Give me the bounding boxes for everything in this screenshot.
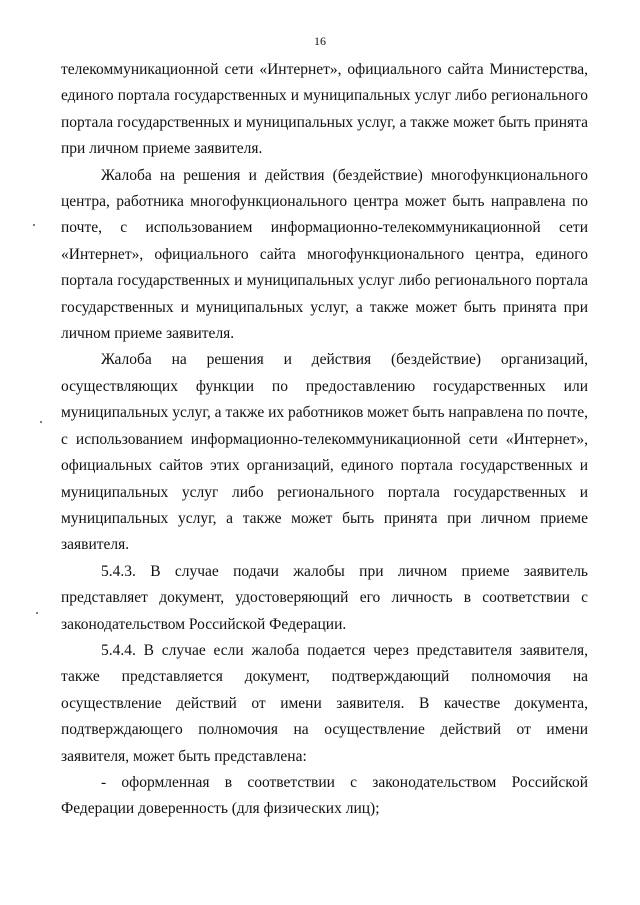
paragraph-5-4-4: 5.4.4. В случае если жалоба подается через представителя заявителя, также представляется документ, подтверждающий полномочия на осуществление действий от имени заявителя. В качестве документа, подтверждающего полномочия на осуществление действий от имени заявителя, может быть представлена: xyxy=(61,641,588,765)
paragraph-5-4-3: 5.4.3. В случае подачи жалобы при личном приеме заявитель представляет документ, удостоверяющий его личность в соответствии с законодательством Российской Федерации. xyxy=(61,562,588,633)
body-text xyxy=(61,57,588,823)
list-item-power-of-attorney: - оформленная в соответствии с законодательством Российской Федерации доверенность (для физических лиц); xyxy=(61,773,588,818)
paragraph-organizations-complaint: Жалоба на решения и действия (бездействие) организаций, осуществляющих функции по предоставлению государственных или муниципальных услуг, а также их работников может быть направлена по почте, с использованием информационно-телекоммуникационной сети «Интернет», официальных сайтов этих организаций, единого портала государственных и муниципальных услуг либо регионального портала государственных и муниципальных услуг, а также может быть принята при личном приеме заявителя. xyxy=(61,351,588,554)
paragraph-continuation: телекоммуникационной сети «Интернет», официального сайта Министерства, единого портала государственных и муниципальных услуг либо регионального портала государственных и муниципальных услуг, а также может быть принята при личном приеме заявителя. xyxy=(61,61,588,158)
scan-speck xyxy=(36,612,38,614)
page-number: 16 xyxy=(314,34,326,48)
scan-speck xyxy=(40,421,42,423)
scan-speck xyxy=(33,224,35,226)
paragraph-mfc-complaint: Жалоба на решения и действия (бездействие) многофункционального центра, работника многофункционального центра может быть направлена по почте, с использованием информационно-телекоммуникационной сети «Интернет», официального сайта многофункционального центра, единого портала государственных и муниципальных услуг либо регионального портала государственных и муниципальных услуг, а также может быть принята при личном приеме заявителя. xyxy=(61,166,588,343)
